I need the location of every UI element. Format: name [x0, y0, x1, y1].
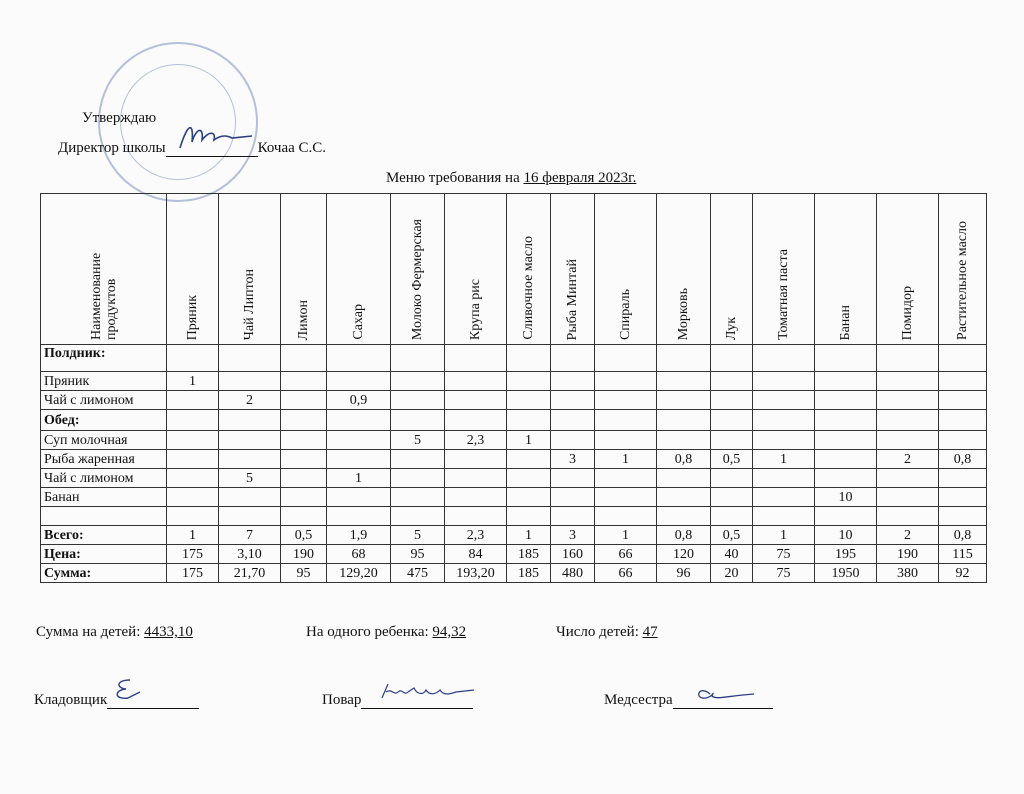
table-cell: 2: [877, 450, 939, 469]
table-cell: [445, 391, 507, 410]
row-label: Всего:: [41, 526, 167, 545]
column-header: [507, 194, 551, 345]
table-cell: [753, 507, 815, 526]
table-cell: [753, 469, 815, 488]
table-cell: [507, 507, 551, 526]
table-cell: [551, 410, 595, 431]
director-label: Директор школы: [58, 140, 166, 156]
table-cell: 95: [281, 564, 327, 583]
table-cell: [877, 431, 939, 450]
column-header: [815, 194, 877, 345]
table-cell: [507, 488, 551, 507]
table-row: [41, 469, 987, 488]
table-cell: [219, 507, 281, 526]
table-cell: 185: [507, 564, 551, 583]
table-cell: [167, 488, 219, 507]
table-cell: [167, 391, 219, 410]
menu-table: [40, 193, 987, 583]
table-cell: 84: [445, 545, 507, 564]
table-cell: [219, 488, 281, 507]
summary-per-child-value: 94,32: [432, 624, 467, 640]
table-cell: [391, 391, 445, 410]
table-cell: [939, 391, 987, 410]
table-cell: [877, 469, 939, 488]
table-cell: [711, 345, 753, 372]
storekeeper-signature-icon: [106, 676, 146, 706]
column-header-label: Лимон: [296, 299, 311, 340]
table-cell: [167, 469, 219, 488]
column-header-label: Сливочное масло: [521, 236, 536, 340]
table-cell: [657, 410, 711, 431]
table-cell: [595, 469, 657, 488]
column-header-label: Молоко Фермерская: [410, 218, 425, 340]
summary-total-value: 4433,10: [144, 624, 193, 640]
column-header: [281, 194, 327, 345]
column-header: [551, 194, 595, 345]
section-row: [41, 345, 987, 372]
table-cell: [595, 507, 657, 526]
table-cell: [507, 450, 551, 469]
table-cell: [711, 431, 753, 450]
table-cell: [327, 372, 391, 391]
table-cell: 1: [327, 469, 391, 488]
row-label: Обед:: [41, 410, 167, 431]
table-cell: [815, 410, 877, 431]
column-header: [219, 194, 281, 345]
director-signature-icon: [176, 118, 256, 158]
table-cell: [327, 450, 391, 469]
column-header-label: Чай Липтон: [242, 268, 257, 340]
table-cell: [877, 391, 939, 410]
table-cell: 75: [753, 545, 815, 564]
table-cell: 96: [657, 564, 711, 583]
table-cell: 1950: [815, 564, 877, 583]
table-cell: 1: [595, 450, 657, 469]
table-cell: 2,3: [445, 431, 507, 450]
column-header-label: Крупа рис: [468, 278, 483, 340]
table-cell: [391, 345, 445, 372]
table-cell: [595, 391, 657, 410]
table-cell: 0,8: [657, 450, 711, 469]
table-cell: [815, 372, 877, 391]
table-cell: [753, 345, 815, 372]
column-header: [753, 194, 815, 345]
column-header-label: Морковь: [676, 287, 691, 340]
table-cell: [327, 507, 391, 526]
table-cell: 10: [815, 526, 877, 545]
table-cell: [711, 372, 753, 391]
table-cell: 0,9: [327, 391, 391, 410]
table-cell: 2: [219, 391, 281, 410]
table-cell: [877, 345, 939, 372]
table-cell: [815, 469, 877, 488]
table-cell: [281, 431, 327, 450]
table-row: [41, 507, 987, 526]
table-cell: [657, 488, 711, 507]
table-cell: [753, 372, 815, 391]
table-cell: [939, 345, 987, 372]
row-label: Банан: [41, 488, 167, 507]
summary-total-label: Сумма на детей:: [36, 624, 141, 640]
table-cell: [167, 507, 219, 526]
table-cell: 1: [167, 526, 219, 545]
table-cell: [507, 372, 551, 391]
table-cell: [445, 410, 507, 431]
column-header: [167, 194, 219, 345]
table-cell: 3,10: [219, 545, 281, 564]
table-cell: [391, 488, 445, 507]
table-cell: [877, 372, 939, 391]
table-cell: [219, 372, 281, 391]
table-cell: [507, 410, 551, 431]
table-cell: 3: [551, 450, 595, 469]
table-cell: [507, 469, 551, 488]
table-cell: 1: [167, 372, 219, 391]
column-header: [939, 194, 987, 345]
table-cell: [877, 507, 939, 526]
table-cell: [281, 410, 327, 431]
table-cell: [551, 488, 595, 507]
table-cell: [711, 410, 753, 431]
table-cell: [507, 391, 551, 410]
title-date: 16 февраля 2023г.: [523, 170, 637, 186]
table-cell: 95: [391, 545, 445, 564]
table-cell: [711, 391, 753, 410]
table-cell: [281, 450, 327, 469]
table-cell: [281, 507, 327, 526]
table-cell: [391, 372, 445, 391]
table-cell: [657, 507, 711, 526]
table-cell: [595, 410, 657, 431]
table-cell: [657, 431, 711, 450]
table-cell: [711, 488, 753, 507]
table-cell: [167, 431, 219, 450]
table-cell: 20: [711, 564, 753, 583]
table-cell: 1: [507, 526, 551, 545]
table-cell: 66: [595, 545, 657, 564]
total-row: [41, 526, 987, 545]
table-header-row: [41, 194, 987, 345]
table-cell: [657, 469, 711, 488]
column-header-label: Томатная паста: [776, 248, 791, 340]
table-cell: [657, 391, 711, 410]
table-cell: [551, 507, 595, 526]
table-cell: 115: [939, 545, 987, 564]
table-row: [41, 450, 987, 469]
table-cell: [595, 431, 657, 450]
total-row: [41, 545, 987, 564]
row-label: Сумма:: [41, 564, 167, 583]
table-cell: [391, 507, 445, 526]
table-cell: 1: [595, 526, 657, 545]
column-header: [327, 194, 391, 345]
table-cell: [551, 469, 595, 488]
table-cell: [167, 450, 219, 469]
table-cell: [445, 488, 507, 507]
table-cell: [445, 507, 507, 526]
table-cell: 480: [551, 564, 595, 583]
column-header: [711, 194, 753, 345]
table-cell: 68: [327, 545, 391, 564]
table-cell: [219, 450, 281, 469]
column-header: [391, 194, 445, 345]
table-cell: 193,20: [445, 564, 507, 583]
column-header-label: Рыба Минтай: [565, 258, 580, 340]
table-cell: 190: [281, 545, 327, 564]
column-header-label: Помидор: [900, 285, 915, 340]
column-header: [657, 194, 711, 345]
table-cell: [753, 410, 815, 431]
table-cell: [657, 345, 711, 372]
column-header-label: Сахар: [351, 304, 366, 340]
table-cell: [445, 345, 507, 372]
row-label: [41, 507, 167, 526]
table-cell: 0,8: [939, 526, 987, 545]
table-row: [41, 391, 987, 410]
table-cell: 129,20: [327, 564, 391, 583]
table-cell: [219, 345, 281, 372]
section-row: [41, 410, 987, 431]
table-cell: [551, 372, 595, 391]
table-cell: 380: [877, 564, 939, 583]
table-row: [41, 372, 987, 391]
table-cell: 2: [877, 526, 939, 545]
table-body: [41, 345, 987, 583]
table-cell: 1: [753, 526, 815, 545]
column-header-label: Банан: [838, 304, 853, 340]
table-cell: 0,8: [939, 450, 987, 469]
table-cell: [815, 507, 877, 526]
director-name: Кочаа С.С.: [257, 140, 327, 156]
table-cell: [281, 391, 327, 410]
table-cell: [939, 431, 987, 450]
table-cell: 21,70: [219, 564, 281, 583]
column-header-label: Растительное масло: [955, 220, 970, 340]
summary-children: [556, 624, 658, 641]
table-cell: [551, 391, 595, 410]
table-cell: [939, 488, 987, 507]
table-cell: [507, 345, 551, 372]
table-cell: [815, 391, 877, 410]
table-cell: 92: [939, 564, 987, 583]
table-cell: [391, 469, 445, 488]
table-cell: 66: [595, 564, 657, 583]
table-cell: [445, 372, 507, 391]
table-cell: 5: [391, 431, 445, 450]
table-cell: [219, 431, 281, 450]
table-cell: [753, 391, 815, 410]
page-title: [386, 170, 636, 187]
table-cell: [939, 372, 987, 391]
storekeeper-label: Кладовщик: [34, 692, 108, 708]
table-cell: [551, 431, 595, 450]
table-cell: 0,5: [711, 526, 753, 545]
table-cell: 2,3: [445, 526, 507, 545]
summary-total: [36, 624, 193, 641]
table-cell: 0,5: [711, 450, 753, 469]
row-label: Полдник:: [41, 345, 167, 372]
table-cell: [281, 372, 327, 391]
table-cell: 185: [507, 545, 551, 564]
table-cell: 160: [551, 545, 595, 564]
table-cell: [657, 372, 711, 391]
table-cell: 1: [507, 431, 551, 450]
column-header-label: Пряник: [185, 294, 200, 340]
table-cell: [939, 469, 987, 488]
table-cell: [815, 431, 877, 450]
table-cell: 7: [219, 526, 281, 545]
table-cell: 1: [753, 450, 815, 469]
table-cell: 475: [391, 564, 445, 583]
table-cell: [167, 410, 219, 431]
summary-per-child-label: На одного ребенка:: [306, 624, 429, 640]
table-cell: 175: [167, 564, 219, 583]
table-cell: [939, 507, 987, 526]
column-header: [445, 194, 507, 345]
column-header-label: Наименование продуктов: [88, 252, 119, 340]
row-label: Пряник: [41, 372, 167, 391]
approve-label: Утверждаю: [82, 110, 157, 126]
row-label: Цена:: [41, 545, 167, 564]
row-label: Суп молочная: [41, 431, 167, 450]
table-cell: [753, 431, 815, 450]
table-cell: 5: [391, 526, 445, 545]
table-cell: [327, 345, 391, 372]
table-cell: [815, 450, 877, 469]
title-prefix: Меню требования на: [386, 170, 520, 186]
table-cell: [281, 345, 327, 372]
table-cell: [445, 450, 507, 469]
row-label: Чай с лимоном: [41, 391, 167, 410]
table-cell: [281, 488, 327, 507]
table-cell: 0,5: [281, 526, 327, 545]
table-cell: 190: [877, 545, 939, 564]
table-cell: [445, 469, 507, 488]
table-cell: 120: [657, 545, 711, 564]
table-cell: 40: [711, 545, 753, 564]
row-label: Чай с лимоном: [41, 469, 167, 488]
table-cell: [877, 410, 939, 431]
table-row: [41, 431, 987, 450]
table-cell: 3: [551, 526, 595, 545]
total-row: [41, 564, 987, 583]
table-cell: [281, 469, 327, 488]
table-cell: [167, 345, 219, 372]
table-cell: [753, 488, 815, 507]
table-cell: [391, 410, 445, 431]
summary-children-label: Число детей:: [556, 624, 639, 640]
table-cell: [877, 488, 939, 507]
table-cell: [219, 410, 281, 431]
table-cell: 10: [815, 488, 877, 507]
table-cell: [815, 345, 877, 372]
column-header-label: Спираль: [618, 288, 633, 340]
table-cell: 75: [753, 564, 815, 583]
table-cell: [595, 345, 657, 372]
column-header: [877, 194, 939, 345]
table-cell: 5: [219, 469, 281, 488]
table-cell: 195: [815, 545, 877, 564]
table-cell: [595, 488, 657, 507]
table-cell: [711, 507, 753, 526]
table-cell: [391, 450, 445, 469]
table-cell: 0,8: [657, 526, 711, 545]
table-cell: 175: [167, 545, 219, 564]
nurse-signature-icon: [690, 680, 760, 704]
table-cell: [939, 410, 987, 431]
row-label: Рыба жаренная: [41, 450, 167, 469]
summary-children-value: 47: [642, 624, 658, 640]
column-header: [595, 194, 657, 345]
table-cell: 1,9: [327, 526, 391, 545]
table-row: [41, 488, 987, 507]
cook-label: Повар: [322, 692, 362, 708]
table-cell: [551, 345, 595, 372]
table-cell: [595, 372, 657, 391]
table-cell: [327, 410, 391, 431]
table-cell: [327, 431, 391, 450]
cook-signature-icon: [378, 682, 482, 702]
column-header-label: Лук: [724, 317, 739, 340]
table-cell: [327, 488, 391, 507]
table-cell: [711, 469, 753, 488]
nurse-label: Медсестра: [604, 692, 673, 708]
column-header-products: [41, 194, 167, 345]
summary-per-child: [306, 624, 466, 641]
